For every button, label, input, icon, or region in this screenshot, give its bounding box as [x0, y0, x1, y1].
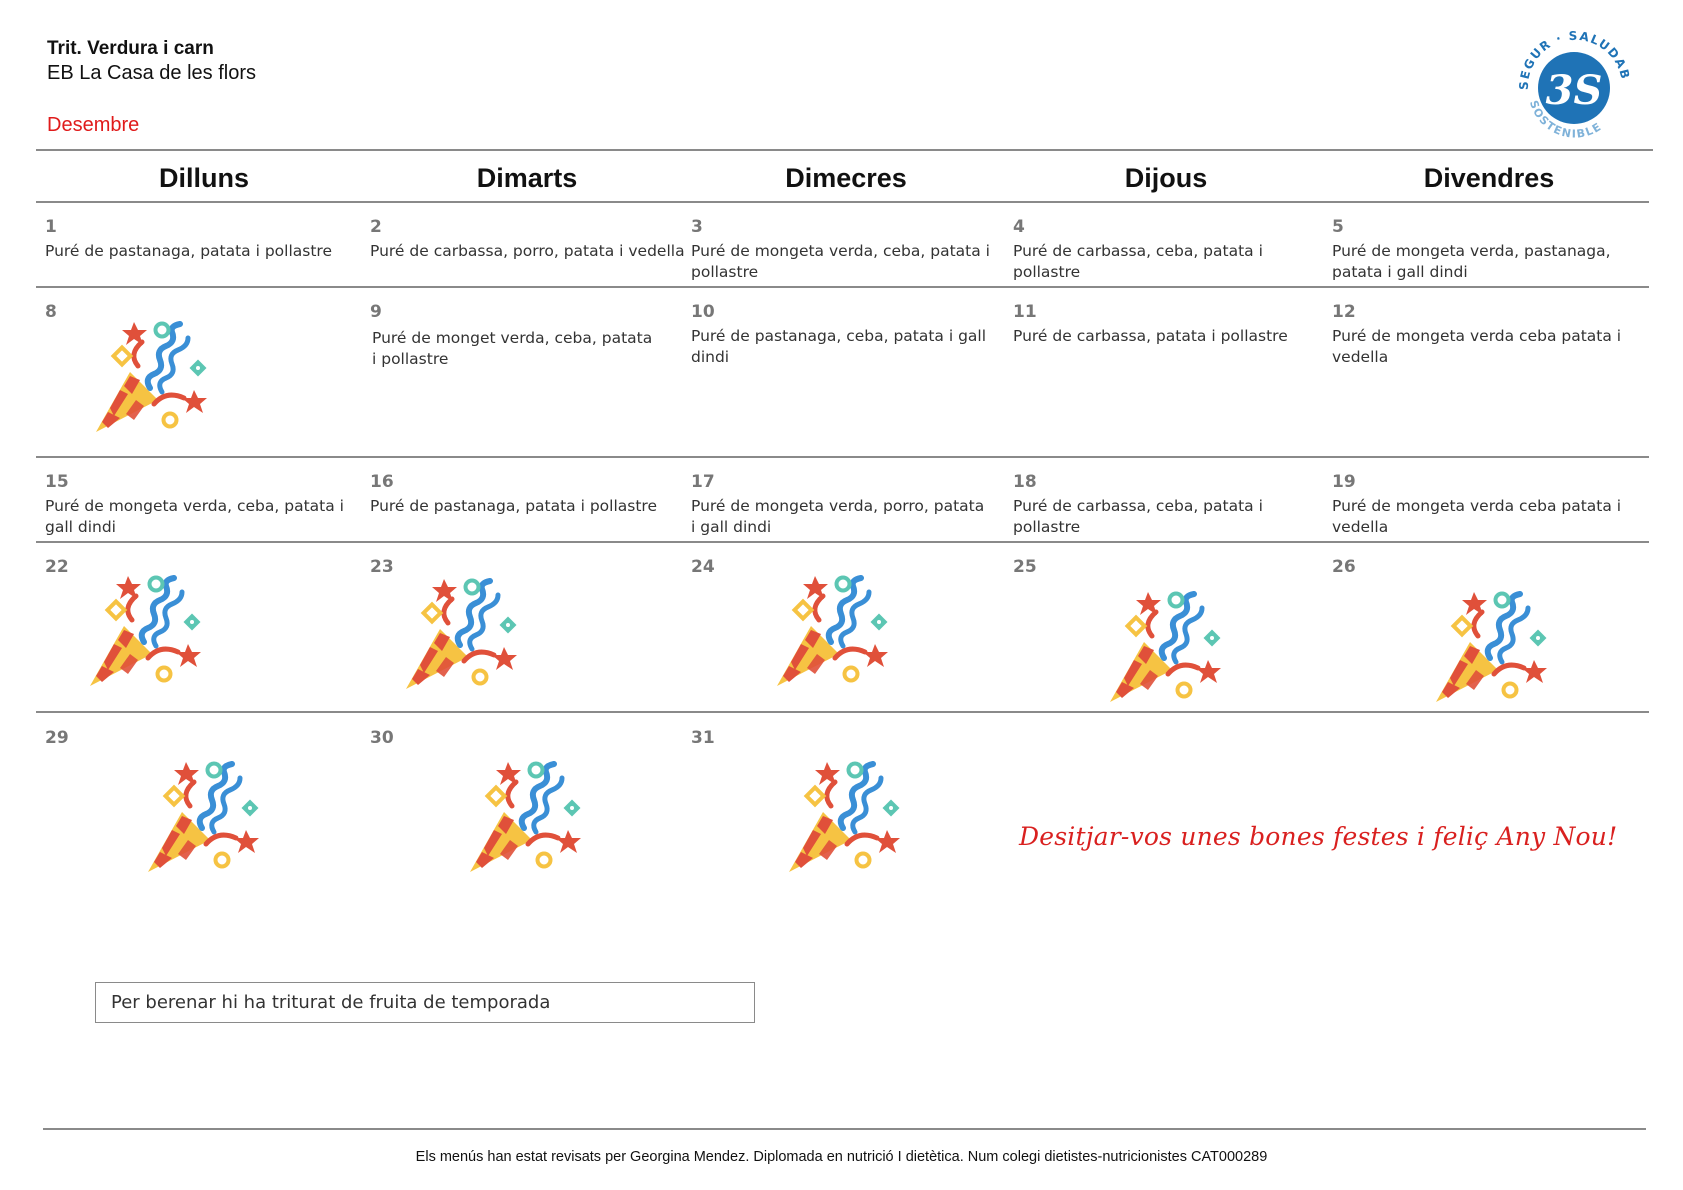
day-number: 19 — [1332, 472, 1356, 492]
day-cell — [45, 728, 69, 748]
day-number: 24 — [691, 557, 715, 577]
logo-mark: 3S — [1545, 67, 1603, 114]
day-number: 17 — [691, 472, 715, 492]
day-cell — [691, 472, 991, 538]
day-menu: Puré de pastanaga, patata i pollastre — [45, 242, 332, 260]
day-menu: Puré de mongeta verda, porro, patata i gall dindi — [691, 497, 985, 536]
day-number: 4 — [1013, 217, 1025, 237]
week-2-rule — [36, 456, 1649, 458]
day-number: 25 — [1013, 557, 1037, 577]
day-cell — [45, 472, 363, 538]
day-cell — [1013, 302, 1331, 347]
day-number: 2 — [370, 217, 382, 237]
day-number: 8 — [45, 302, 57, 322]
logo-text-bottom: SOSTENIBLE — [1526, 98, 1605, 141]
day-menu: Puré de mongeta verda ceba patata i vedella — [1332, 327, 1622, 366]
day-cell — [1332, 302, 1622, 368]
week-3-rule — [36, 541, 1649, 543]
day-number: 30 — [370, 728, 394, 748]
day-cell — [1332, 557, 1356, 577]
day-cell — [691, 302, 1021, 368]
day-cell — [45, 217, 363, 262]
day-cell — [45, 557, 69, 577]
day-number: 31 — [691, 728, 715, 748]
day-cell — [1013, 472, 1273, 538]
week-4-rule — [36, 711, 1649, 713]
day-cell — [691, 557, 715, 577]
day-cell — [691, 217, 1009, 283]
table-top-rule — [36, 149, 1653, 151]
menu-title: Trit. Verdura i carn — [47, 38, 214, 59]
party-popper-icon — [785, 758, 907, 876]
day-cell — [370, 217, 688, 262]
party-popper-icon — [144, 758, 266, 876]
day-menu: Puré de pastanaga, patata i pollastre — [370, 497, 657, 515]
party-popper-icon — [1432, 588, 1554, 706]
party-popper-icon — [466, 758, 588, 876]
snack-note: Per berenar hi ha triturat de fruita de temporada — [95, 982, 755, 1023]
day-number: 23 — [370, 557, 394, 577]
day-cell — [1013, 557, 1037, 577]
month-label: Desembre — [47, 114, 140, 136]
logo-graphic — [1510, 24, 1638, 152]
weekday-tuesday: Dimarts — [476, 163, 578, 193]
day-cell — [370, 472, 688, 517]
day-number: 12 — [1332, 302, 1356, 322]
day-menu: Puré de carbassa, patata i pollastre — [1013, 327, 1288, 345]
day-cell — [1332, 217, 1650, 283]
footer-credit: Els menús han estat revisats per Georgina Mendez. Diplomada en nutrició I dietètica. Num colegi dietistes-nutricionistes CAT000289 — [415, 1149, 1268, 1165]
segur-saludable-sostenible-logo — [1510, 24, 1638, 152]
school-name: EB La Casa de les flors — [47, 62, 256, 84]
day-menu: Puré de monget verda, ceba, patata i pollastre — [372, 329, 653, 368]
day-number: 11 — [1013, 302, 1037, 322]
day-number: 22 — [45, 557, 69, 577]
day-cell — [1332, 472, 1622, 538]
day-number: 15 — [45, 472, 69, 492]
party-popper-icon — [86, 572, 208, 690]
weekday-thursday: Dijous — [1124, 163, 1208, 193]
day-number: 5 — [1332, 217, 1344, 237]
day-menu: Puré de pastanaga, ceba, patata i gall dindi — [691, 327, 987, 366]
day-cell — [691, 728, 715, 748]
table-header-rule — [36, 201, 1649, 203]
day-number: 16 — [370, 472, 394, 492]
holiday-wish: Desitjar-vos unes bones festes i feliç Any Nou! — [1019, 822, 1618, 851]
day-cell — [370, 728, 394, 748]
party-popper-icon — [1106, 588, 1228, 706]
day-number: 10 — [691, 302, 715, 322]
day-cell — [370, 557, 394, 577]
day-number: 1 — [45, 217, 57, 237]
day-number: 29 — [45, 728, 69, 748]
day-number: 26 — [1332, 557, 1356, 577]
day-cell — [1013, 217, 1273, 283]
weekday-friday: Divendres — [1423, 163, 1555, 193]
footer-rule — [43, 1128, 1646, 1130]
day-menu: Puré de carbassa, ceba, patata i pollastre — [1013, 242, 1263, 281]
day-menu: Puré de carbassa, ceba, patata i pollastre — [1013, 497, 1263, 536]
day-number: 9 — [370, 302, 382, 322]
day-number: 18 — [1013, 472, 1037, 492]
logo-text-top: SEGUR · SALUDAB — [1516, 28, 1633, 91]
week-1-rule — [36, 286, 1649, 288]
day-menu: Puré de mongeta verda ceba patata i vedella — [1332, 497, 1622, 536]
party-popper-icon — [402, 575, 524, 693]
day-menu: Puré de mongeta verda, pastanaga, patata i gall dindi — [1332, 242, 1611, 281]
day-cell — [45, 302, 57, 322]
day-menu: Puré de carbassa, porro, patata i vedella — [370, 242, 685, 260]
weekday-monday: Dilluns — [158, 163, 249, 193]
day-number: 3 — [691, 217, 703, 237]
party-popper-icon — [773, 572, 895, 690]
day-menu: Puré de mongeta verda, ceba, patata i gall dindi — [45, 497, 344, 536]
day-menu: Puré de mongeta verda, ceba, patata i pollastre — [691, 242, 990, 281]
weekday-wednesday: Dimecres — [785, 163, 907, 193]
party-popper-icon — [92, 318, 214, 436]
day-cell — [370, 302, 660, 370]
